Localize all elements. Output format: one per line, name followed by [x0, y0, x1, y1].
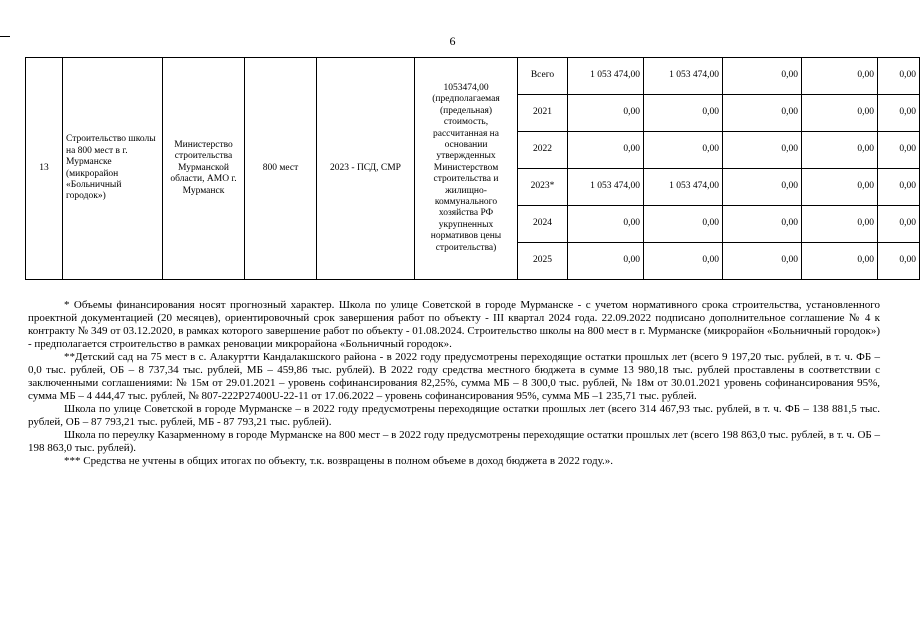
amount-cell: 0,00 — [723, 58, 802, 95]
amount-cell: 0,00 — [878, 95, 920, 132]
amount-cell: 0,00 — [568, 243, 644, 280]
footnote-triple-star: *** Средства не учтены в общих итогах по объекту, т.к. возвращены в полном объеме в доход бюджета в 2022 году.». — [64, 455, 613, 467]
financing-table — [25, 57, 920, 280]
amount-cell: 0,00 — [802, 58, 878, 95]
amount-cell: 0,00 — [723, 206, 802, 243]
amount-cell: 0,00 — [878, 169, 920, 206]
amount-cell: 0,00 — [723, 95, 802, 132]
page-number: 6 — [449, 34, 456, 48]
amount-cell: 0,00 — [878, 206, 920, 243]
amount-cell: 1 053 474,00 — [568, 58, 644, 95]
amount-cell: 0,00 — [878, 132, 920, 169]
amount-cell: 0,00 — [802, 132, 878, 169]
amount-cell: 0,00 — [802, 169, 878, 206]
amount-cell: 0,00 — [802, 95, 878, 132]
year-cell: 2021 — [518, 95, 568, 132]
amount-cell: 0,00 — [802, 243, 878, 280]
amount-cell: 0,00 — [644, 243, 723, 280]
year-cell: Всего — [518, 58, 568, 95]
amount-cell: 0,00 — [878, 243, 920, 280]
amount-cell: 1 053 474,00 — [644, 169, 723, 206]
row-number-cell: 13 — [26, 58, 63, 280]
amount-cell: 0,00 — [723, 169, 802, 206]
amount-cell: 0,00 — [723, 132, 802, 169]
amount-cell: 0,00 — [644, 206, 723, 243]
year-cell: 2025 — [518, 243, 568, 280]
amount-cell: 0,00 — [568, 132, 644, 169]
year-cell: 2024 — [518, 206, 568, 243]
year-cell: 2023* — [518, 169, 568, 206]
footnote-school-kazarmenny: Школа по переулку Казарменному в городе Мурманске на 800 мест – в 2022 году предусмотрены переходящие остатки прошлых лет (всего 198 863,0 тыс. рублей, в т. ч. ОБ – 198 863,0 тыс. рублей). — [28, 429, 880, 454]
amount-cell: 0,00 — [568, 206, 644, 243]
amount-cell: 0,00 — [644, 132, 723, 169]
amount-cell: 0,00 — [723, 243, 802, 280]
amount-cell: 0,00 — [644, 95, 723, 132]
period-cell: 2023 - ПСД, СМР — [317, 58, 415, 280]
amount-cell: 0,00 — [568, 95, 644, 132]
amount-cell: 1 053 474,00 — [644, 58, 723, 95]
footnotes — [28, 299, 880, 468]
table-row — [26, 58, 920, 95]
year-cell: 2022 — [518, 132, 568, 169]
footnote-school-sovetskaya: Школа по улице Советской в городе Мурманске – в 2022 году предусмотрены переходящие остатки прошлых лет (всего 314 467,93 тыс. рублей, в т. ч. ФБ – 138 881,5 тыс. рублей, ОБ – 87 793,21 тыс. рублей, МБ - 87 793,21 тыс. рублей). — [28, 403, 880, 428]
customer-cell: Министерство строительства Мурманской области, АМО г. Мурманск — [163, 58, 245, 280]
object-name-cell: Строительство школы на 800 мест в г. Мурманске (микрорайон «Больничный городок») — [63, 58, 163, 280]
capacity-cell: 800 мест — [245, 58, 317, 280]
amount-cell: 1 053 474,00 — [568, 169, 644, 206]
cost-note-cell: 1053474,00 (предполагаемая (предельная) стоимость, рассчитанная на основании утвержденных Министерством строительства и жилищно-коммунального хозяйства РФ укрупненных нормативов цены строительства) — [415, 58, 518, 280]
amount-cell: 0,00 — [878, 58, 920, 95]
amount-cell: 0,00 — [802, 206, 878, 243]
footnote-double-star: **Детский сад на 75 мест в с. Алакуртти Кандалакшского района - в 2022 году предусмотрены переходящие остатки прошлых лет (всего 9 197,20 тыс. рублей, в т. ч. ФБ – 0,0 тыс. рублей, ОБ – 8 737,34 тыс. рублей, МБ – 459,86 тыс. рублей). В 2022 году средства местного бюджета в сумме 13 980,18 тыс. рублей проставлены в соответствии с заключенными соглашениями: № 15м от 29.01.2021 – уровень софинансирования 82,25%, сумма МБ – 8 300,0 тыс. рублей, № 18м от 30.01.2021 уровень софинансирования 95%, сумма МБ – 4 444,47 тыс. рублей, № 807-222P27400U-22-11 от 17.06.2022 – уровень софинансирования 95%, сумма МБ –1 235,71 тыс. рублей. — [28, 351, 880, 402]
footnote-single-star: * Объемы финансирования носят прогнозный характер. Школа по улице Советской в городе Мурманске - с учетом нормативного срока строительства, установленного проектной документацией (20 месяцев), ориентировочный срок завершения работ по объекту - III квартал 2024 года. 22.09.2022 подписано дополнительное соглашение № 4 к контракту № 349 от 03.12.2020, в рамках которого завершение работ по объекту - 01.08.2024. Строительство школы на 800 мест в г. Мурманске (микрорайон «Больничный городок») - предполагается строительство в рамках реновации микрорайона «Больничный городок». — [28, 299, 880, 350]
